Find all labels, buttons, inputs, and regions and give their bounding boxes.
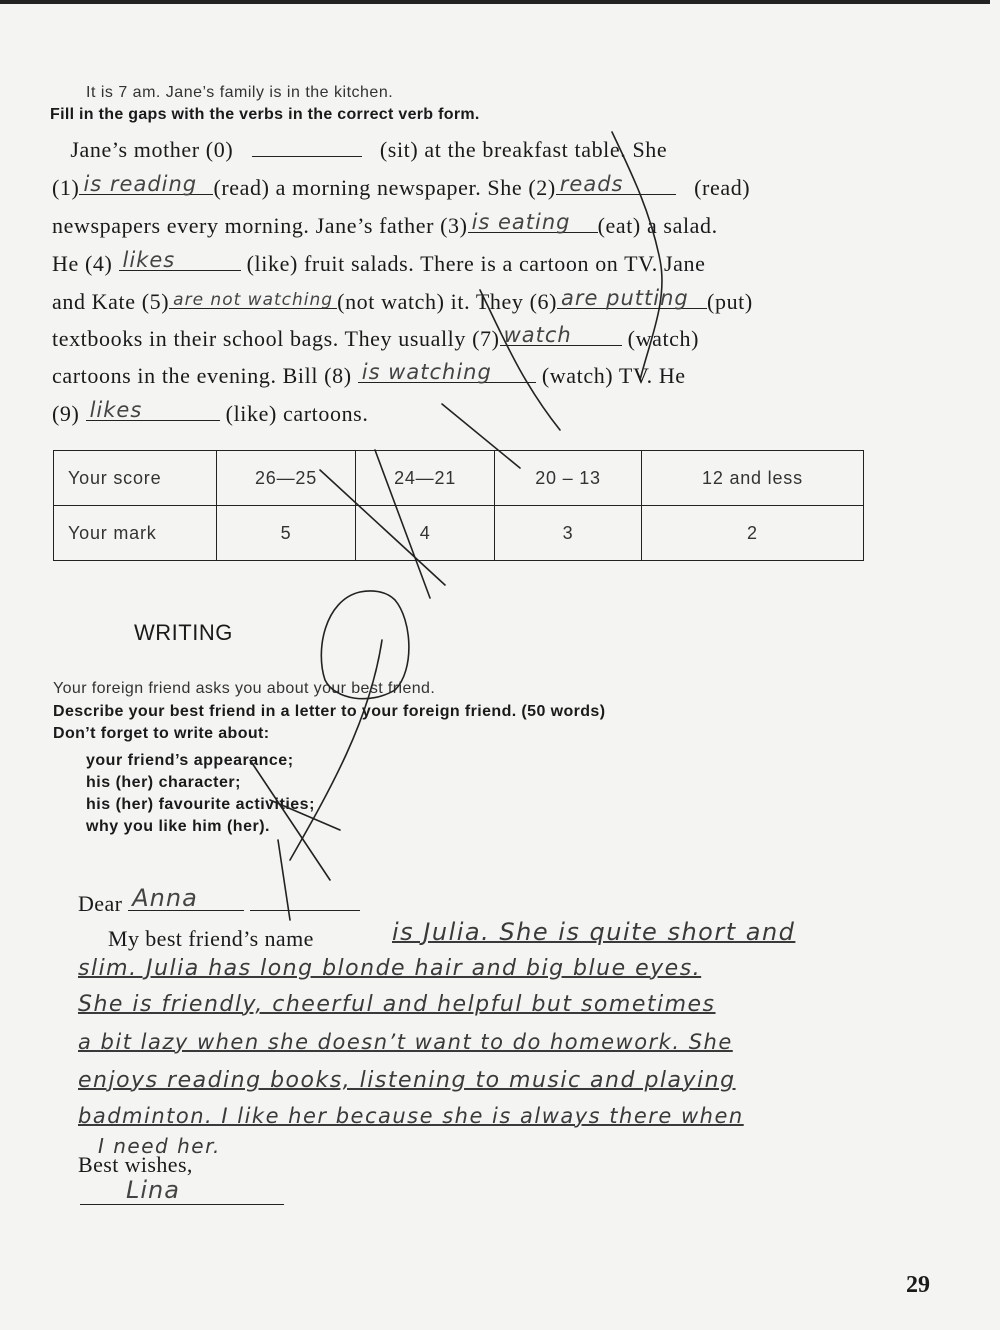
dear-name: Anna (132, 884, 198, 912)
score-cell: 20 – 13 (495, 451, 642, 506)
letter-line: She is friendly, cheerful and helpful but sometimes (78, 992, 716, 1017)
writing-task: Describe your best friend in a letter to your foreign friend. (50 words) (53, 703, 606, 720)
letter-line: a bit lazy when she doesn’t want to do homework. She (78, 1030, 733, 1054)
answer-6: are putting (561, 286, 689, 310)
line-text: newspapers every morning. Jane’s father (3) (52, 213, 468, 238)
cross-stroke (442, 404, 520, 468)
line-text: (watch) TV. He (541, 363, 686, 388)
answer-4: likes (122, 248, 176, 272)
signature: Lina (126, 1176, 180, 1204)
letter-line: badminton. I like her because she is always there when (78, 1104, 744, 1128)
line-text: textbooks in their school bags. They usually (7) (52, 326, 500, 351)
mark-cell: 2 (641, 506, 863, 561)
line-text: (1) (52, 175, 80, 200)
exercise-intro: It is 7 am. Jane’s family is in the kitchen. (86, 84, 394, 101)
mark-cell: 4 (356, 506, 495, 561)
answer-8: is watching (361, 360, 492, 384)
opening-text: My best friend’s name (108, 926, 314, 951)
letter-line: slim. Julia has long blonde hair and big blue eyes. (78, 956, 702, 981)
check-mark-stroke (612, 132, 662, 380)
line-text: Jane’s mother (0) (70, 137, 234, 162)
score-label-cell: Your score (54, 451, 217, 506)
mark-cell: 5 (217, 506, 356, 561)
list-item: why you like him (her). (86, 818, 270, 835)
letter-line: I need her. (98, 1134, 221, 1158)
writing-intro: Your foreign friend asks you about your best friend. (53, 680, 436, 697)
list-item: his (her) character; (86, 774, 241, 791)
writing-reminder: Don’t forget to write about: (53, 725, 270, 742)
letter-line: is Julia. She is quite short and (392, 918, 796, 946)
line-text: (read) (694, 175, 751, 200)
line-text: (sit) at the breakfast table. She (379, 137, 668, 162)
cross-stroke (375, 450, 430, 598)
letter-closing: Best wishes, (78, 1152, 193, 1177)
section-heading: WRITING (134, 620, 233, 645)
answer-1: is reading (83, 172, 198, 196)
line-text: and Kate (5) (52, 289, 170, 314)
page-number: 29 (906, 1272, 930, 1298)
slash-stroke (278, 840, 290, 920)
exercise-instruction: Fill in the gaps with the verbs in the correct verb form. (50, 106, 480, 123)
line-text: (eat) a salad. (597, 213, 718, 238)
answer-3: is eating (471, 210, 571, 234)
answer-9: likes (89, 398, 143, 422)
line-text: (read) a morning newspaper. She (2) (213, 175, 556, 200)
slash-stroke (290, 640, 382, 860)
answer-2: reads (559, 172, 624, 196)
mark-cell: 3 (495, 506, 642, 561)
dear-label: Dear (78, 891, 123, 916)
cross-stroke (320, 470, 445, 585)
line-text: (not watch) it. They (6) (337, 289, 558, 314)
line-text: cartoons in the evening. Bill (8) (52, 363, 352, 388)
line-text: (like) cartoons. (225, 401, 369, 426)
score-cell: 26—25 (217, 451, 356, 506)
score-cell: 12 and less (641, 451, 863, 506)
answer-7: watch (503, 323, 572, 347)
score-cell: 24—21 (356, 451, 495, 506)
line-text: (like) fruit salads. There is a cartoon on TV. Jane (246, 251, 706, 276)
line-text: (9) (52, 401, 80, 426)
letter-line: enjoys reading books, listening to music and playing (78, 1068, 736, 1093)
line-text: He (4) (52, 251, 113, 276)
slash-stroke (270, 800, 340, 830)
mark-label-cell: Your mark (54, 506, 217, 561)
answer-5: are not watching (173, 290, 334, 310)
line-text: (put) (707, 289, 753, 314)
list-item: your friend’s appearance; (86, 752, 294, 769)
line-text: (watch) (627, 326, 700, 351)
grade-circle (321, 591, 409, 699)
list-item: his (her) favourite activities; (86, 796, 315, 813)
check-mark-stroke (480, 290, 560, 430)
